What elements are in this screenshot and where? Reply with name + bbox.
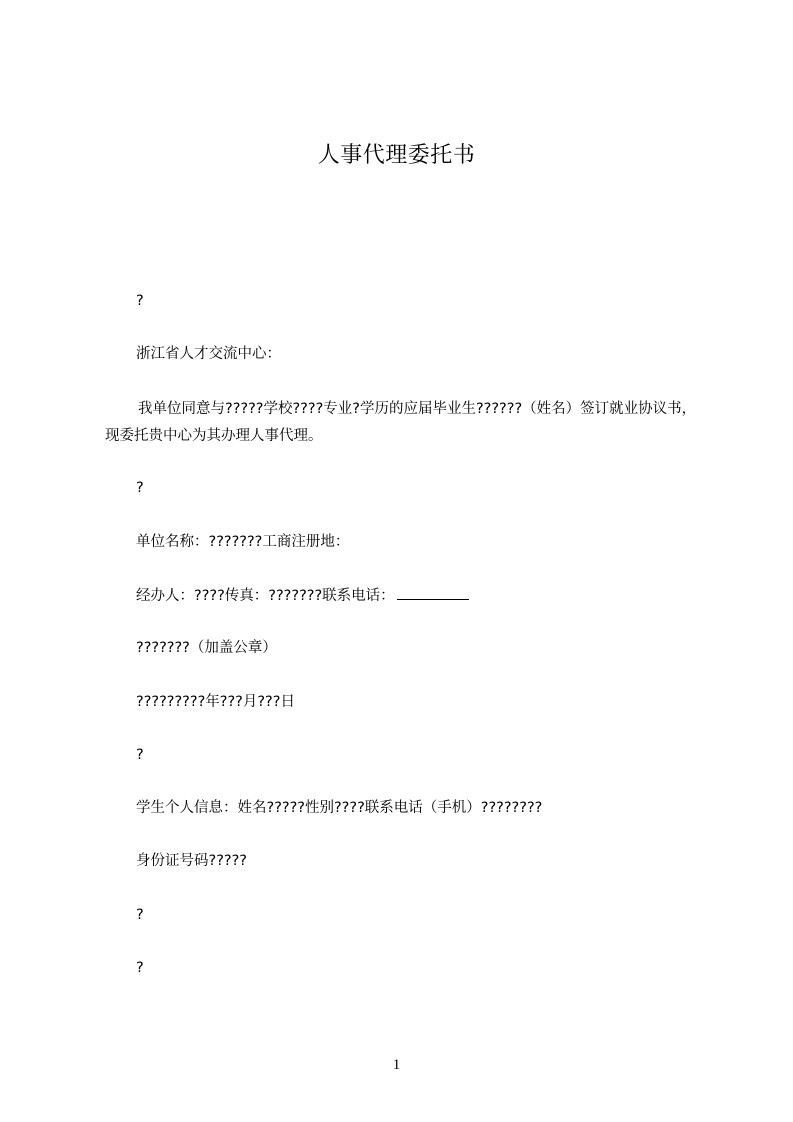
addressee-line: 浙江省人才交流中心： — [136, 346, 281, 362]
placeholder-mark-1: ? — [136, 293, 144, 309]
handler-line — [136, 585, 469, 606]
document-title: 人事代理委托书 — [317, 143, 476, 168]
seal-line: ???????（加盖公章） — [136, 640, 277, 656]
handler-text: 经办人：????传真：???????联系电话： — [136, 588, 395, 604]
student-info-line: 学生个人信息：姓名?????性别????联系电话（手机）???????? — [136, 800, 543, 816]
unit-name-line: 单位名称：???????工商注册地： — [136, 534, 350, 550]
date-line: ?????????年???月???日 — [136, 694, 295, 710]
placeholder-mark-3: ? — [136, 747, 144, 763]
id-number-line: 身份证号码????? — [136, 853, 247, 869]
placeholder-mark-4: ? — [136, 907, 144, 923]
placeholder-mark-2: ? — [136, 480, 144, 496]
body-paragraph: 我单位同意与?????学校????专业?学历的应届毕业生??????（姓名）签订就业协议书，现委托贵中心为其办理人事代理。 — [105, 401, 697, 444]
phone-blank-underline — [397, 585, 469, 600]
placeholder-mark-5: ? — [136, 960, 144, 976]
page-number: 1 — [392, 1057, 401, 1073]
